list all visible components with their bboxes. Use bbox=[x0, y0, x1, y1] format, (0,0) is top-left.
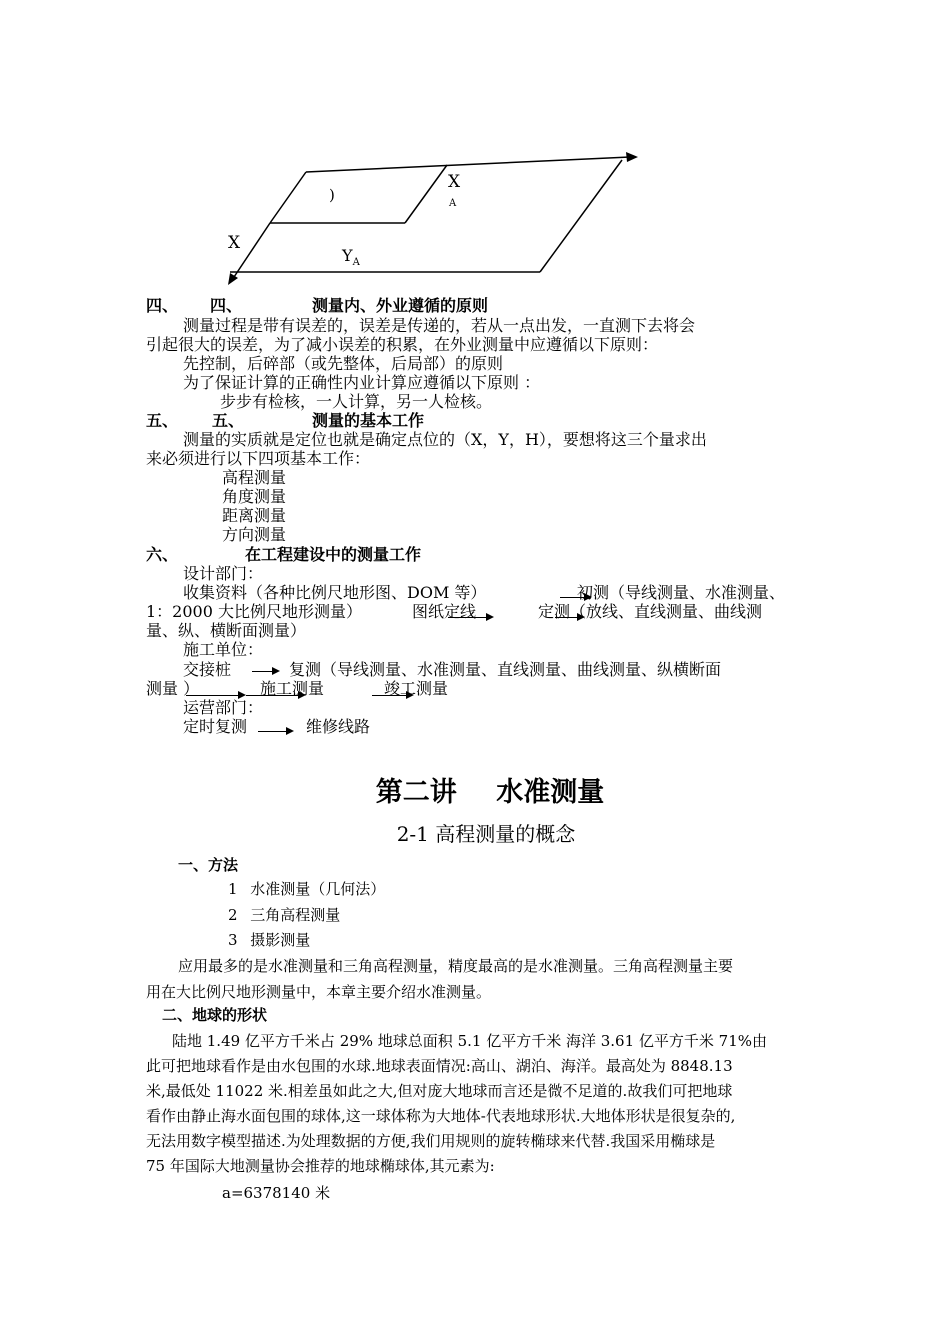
sec5-para-line: 测量的实质就是定位也就是确定点位的（X，Y，H），要想将这三个量求出 bbox=[183, 430, 707, 449]
body-line: 用在大比例尺地形测量中，本章主要介绍水准测量。 bbox=[146, 983, 492, 1001]
arrow-icon bbox=[246, 695, 304, 696]
coordinate-figure bbox=[0, 0, 950, 300]
label-y: $Y_A$ bbox=[342, 246, 360, 269]
workflow-step: 交接桩 bbox=[183, 660, 232, 679]
method-item: 2 三角高程测量 bbox=[228, 906, 341, 924]
body-line: 看作由静止海水面包围的球体,这一球体称为大地体-代表地球形状.大地体形状是很复杂的, bbox=[146, 1107, 736, 1125]
arrow-icon bbox=[186, 695, 244, 696]
design-dept-label: 设计部门： bbox=[183, 564, 264, 583]
arrow-icon bbox=[448, 617, 492, 618]
label-x-top: X bbox=[448, 172, 461, 192]
workflow-step: 复测（导线测量、水准测量、直线测量、曲线测量、纵横断面 bbox=[289, 660, 722, 679]
body-line: 陆地 1.49 亿平方千米占 29% 地球总面积 5.1 亿平方千米 海洋 3.61 亿平方千米 71%由 bbox=[172, 1032, 768, 1050]
section-4-number: 四、 bbox=[146, 296, 179, 315]
method-item: 1 水准测量（几何法） bbox=[228, 880, 386, 898]
workflow-step: 测量 ） bbox=[146, 679, 200, 698]
arrow-icon bbox=[555, 617, 583, 618]
earth-heading: 二、地球的形状 bbox=[162, 1006, 268, 1024]
body-line: 此可把地球看作是由水包围的水球.地球表面情况:高山、湖泊、海洋。最高处为 8848.13 bbox=[146, 1057, 733, 1075]
body-line: 75 年国际大地测量协会推荐的地球椭球体,其元素为: bbox=[146, 1157, 495, 1175]
sec5-item: 距离测量 bbox=[222, 506, 287, 525]
workflow-step: 定时复测 bbox=[183, 717, 248, 736]
body-line: 米,最低处 11022 米.相差虽如此之大,但对庞大地球而言还是微不足道的.故我们可把地球 bbox=[146, 1082, 733, 1100]
arrow-icon bbox=[258, 731, 292, 732]
construction-label: 施工单位： bbox=[183, 640, 264, 659]
section-6-number: 六、 bbox=[146, 545, 179, 564]
method-heading: 一、方法 bbox=[178, 856, 239, 874]
lecture-title: 第二讲 水准测量 bbox=[375, 777, 605, 808]
sec5-item: 方向测量 bbox=[222, 525, 287, 544]
figure-inner-left bbox=[270, 172, 306, 223]
body-line: 无法用数字模型描述.为处理数据的方便,我们用规则的旋转椭球来代替.我国采用椭球是 bbox=[146, 1132, 716, 1150]
section-5-number-dup: 五、 bbox=[212, 411, 245, 430]
label-paren: ) bbox=[329, 186, 335, 204]
workflow-step: 竣工测量 bbox=[384, 679, 449, 698]
workflow-step: 1：2000 大比例尺地形测量） bbox=[146, 602, 362, 621]
lecture-subtitle: 2-1 高程测量的概念 bbox=[396, 822, 576, 846]
sec4-para-line: 测量过程是带有误差的，误差是传递的，若从一点出发，一直测下去将会 bbox=[183, 316, 696, 335]
sec4-para-line: 引起很大的误差，为了减小误差的积累，在外业测量中应遵循以下原则： bbox=[146, 335, 659, 354]
arrowhead-icon bbox=[228, 273, 238, 285]
section-6-title: 在工程建设中的测量工作 bbox=[245, 545, 422, 564]
sec5-para-line: 来必须进行以下四项基本工作： bbox=[146, 449, 371, 468]
workflow-step: 初测（导线测量、水准测量、 bbox=[577, 583, 786, 602]
section-5-title: 测量的基本工作 bbox=[312, 411, 425, 430]
figure-top-axis bbox=[306, 157, 630, 172]
sec4-principle: 步步有检核，一人计算，另一人检核。 bbox=[220, 392, 493, 411]
body-line: 应用最多的是水准测量和三角高程测量，精度最高的是水准测量。三角高程测量主要 bbox=[178, 957, 734, 975]
section-4-number-dup: 四、 bbox=[210, 296, 243, 315]
arrow-icon bbox=[252, 671, 278, 672]
section-5-number: 五、 bbox=[146, 411, 179, 430]
workflow-step: 维修线路 bbox=[306, 717, 371, 736]
formula-a: a=6378140 米 bbox=[222, 1184, 331, 1202]
workflow-step: 定测（放线、直线测量、曲线测 bbox=[538, 602, 763, 621]
operation-label: 运营部门： bbox=[183, 698, 264, 717]
method-item: 3 摄影测量 bbox=[228, 931, 311, 949]
workflow-step: 量、纵、横断面测量） bbox=[146, 621, 307, 640]
workflow-step: 施工测量 bbox=[260, 679, 325, 698]
figure-right-edge bbox=[540, 160, 622, 272]
arrow-icon bbox=[372, 695, 412, 696]
workflow-step: 图纸定线 bbox=[412, 602, 477, 621]
sec5-item: 角度测量 bbox=[222, 487, 287, 506]
workflow-step: 收集资料（各种比例尺地形图、DOM 等） bbox=[183, 583, 487, 602]
label-x-left: X bbox=[228, 233, 241, 253]
sec4-principle: 为了保证计算的正确性内业计算应遵循以下原则 ： bbox=[183, 373, 541, 392]
label-x-top-sub: A bbox=[449, 198, 457, 209]
sec4-principle: 先控制，后碎部（或先整体，后局部）的原则 bbox=[183, 354, 504, 373]
figure-inner-right bbox=[405, 165, 447, 223]
section-4-title: 测量内、外业遵循的原则 bbox=[312, 296, 489, 315]
arrowhead-icon bbox=[626, 152, 638, 162]
sec5-item: 高程测量 bbox=[222, 468, 287, 487]
